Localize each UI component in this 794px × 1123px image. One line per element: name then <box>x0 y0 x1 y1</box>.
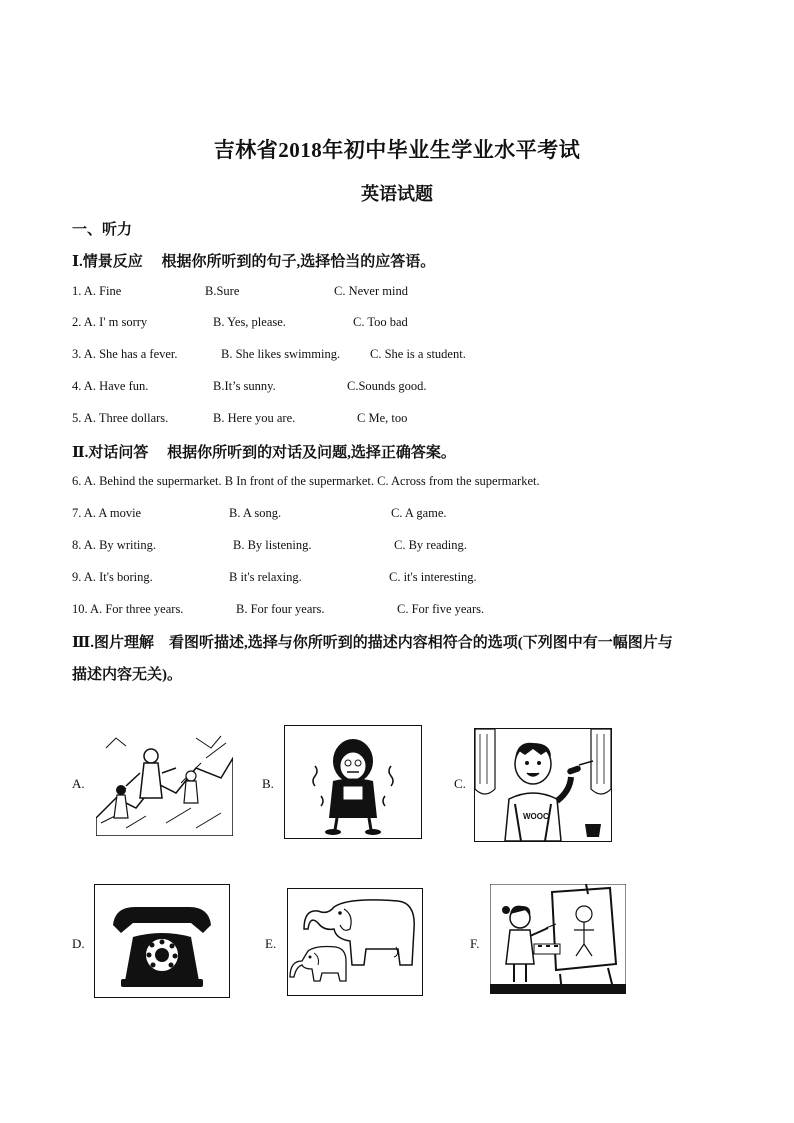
singing-boy-picture <box>474 728 612 842</box>
page-title: 吉林省2018年初中毕业生学业水平考试 <box>213 138 581 162</box>
part-heading-listening: 一、听力 <box>72 222 133 238</box>
option-c: C. Too bad <box>353 315 408 329</box>
option-a: 2. A. I' m sorry <box>72 315 148 329</box>
option-a: 7. A. A movie <box>72 506 142 520</box>
option-a: 9. A. It's boring. <box>72 570 153 584</box>
option-c: C. By reading. <box>394 538 467 552</box>
option-c: C. A game. <box>391 506 447 520</box>
elephants-picture <box>287 888 423 996</box>
section-iii-heading: Ⅲ.图片理解 看图听描述,选择与你所听到的描述内容相符合的选项(下列图中有一幅图片与 <box>72 635 673 651</box>
option-b: B. For four years. <box>236 602 325 616</box>
option-a: 10. A. For three years. <box>72 602 184 616</box>
picture-label-c: C. <box>454 776 466 791</box>
mountain-travellers-picture <box>96 728 233 836</box>
picture-label-a: A. <box>72 776 85 791</box>
option-a: 1. A. Fine <box>72 284 122 298</box>
option-c: C. it's interesting. <box>389 570 477 584</box>
option-b: B. Here you are. <box>213 411 296 425</box>
option-c: C. Never mind <box>334 284 408 298</box>
option-c: C.Sounds good. <box>347 379 427 393</box>
option-c: C. She is a student. <box>370 347 466 361</box>
option-b: B. Yes, please. <box>213 315 286 329</box>
telephone-picture <box>94 884 230 998</box>
option-b: B.It’s sunny. <box>213 379 276 393</box>
picture-label-f: F. <box>470 936 480 951</box>
cold-shivering-man-picture <box>284 725 422 839</box>
option-b: B it's relaxing. <box>229 570 302 584</box>
section-ii-heading: Ⅱ.对话问答 根据你所听到的对话及问题,选择正确答案。 <box>72 445 456 461</box>
option-a: 4. A. Have fun. <box>72 379 149 393</box>
svg-text:WOOC: WOOC <box>523 812 549 821</box>
section-iii-heading-cont: 描述内容无关)。 <box>72 667 182 683</box>
option-a: 8. A. By writing. <box>72 538 157 552</box>
girl-painting-picture <box>490 884 626 994</box>
option-a: 3. A. She has a fever. <box>72 347 178 361</box>
question-6: 6. A. Behind the supermarket. B In front of the supermarket. C. Across from the supermarket. <box>72 474 540 488</box>
picture-label-b: B. <box>262 776 274 791</box>
option-b: B. She likes swimming. <box>221 347 341 361</box>
option-b: B. By listening. <box>233 538 312 552</box>
picture-label-e: E. <box>265 936 277 951</box>
option-b: B. A song. <box>229 506 282 520</box>
section-i-heading: Ⅰ.情景反应 根据你所听到的句子,选择恰当的应答语。 <box>72 254 436 270</box>
page-subtitle: 英语试题 <box>361 184 433 204</box>
picture-label-d: D. <box>72 936 85 951</box>
option-a: 5. A. Three dollars. <box>72 411 169 425</box>
option-b: B.Sure <box>205 284 240 298</box>
option-c: C. For five years. <box>397 602 485 616</box>
option-c: C Me, too <box>357 411 408 425</box>
